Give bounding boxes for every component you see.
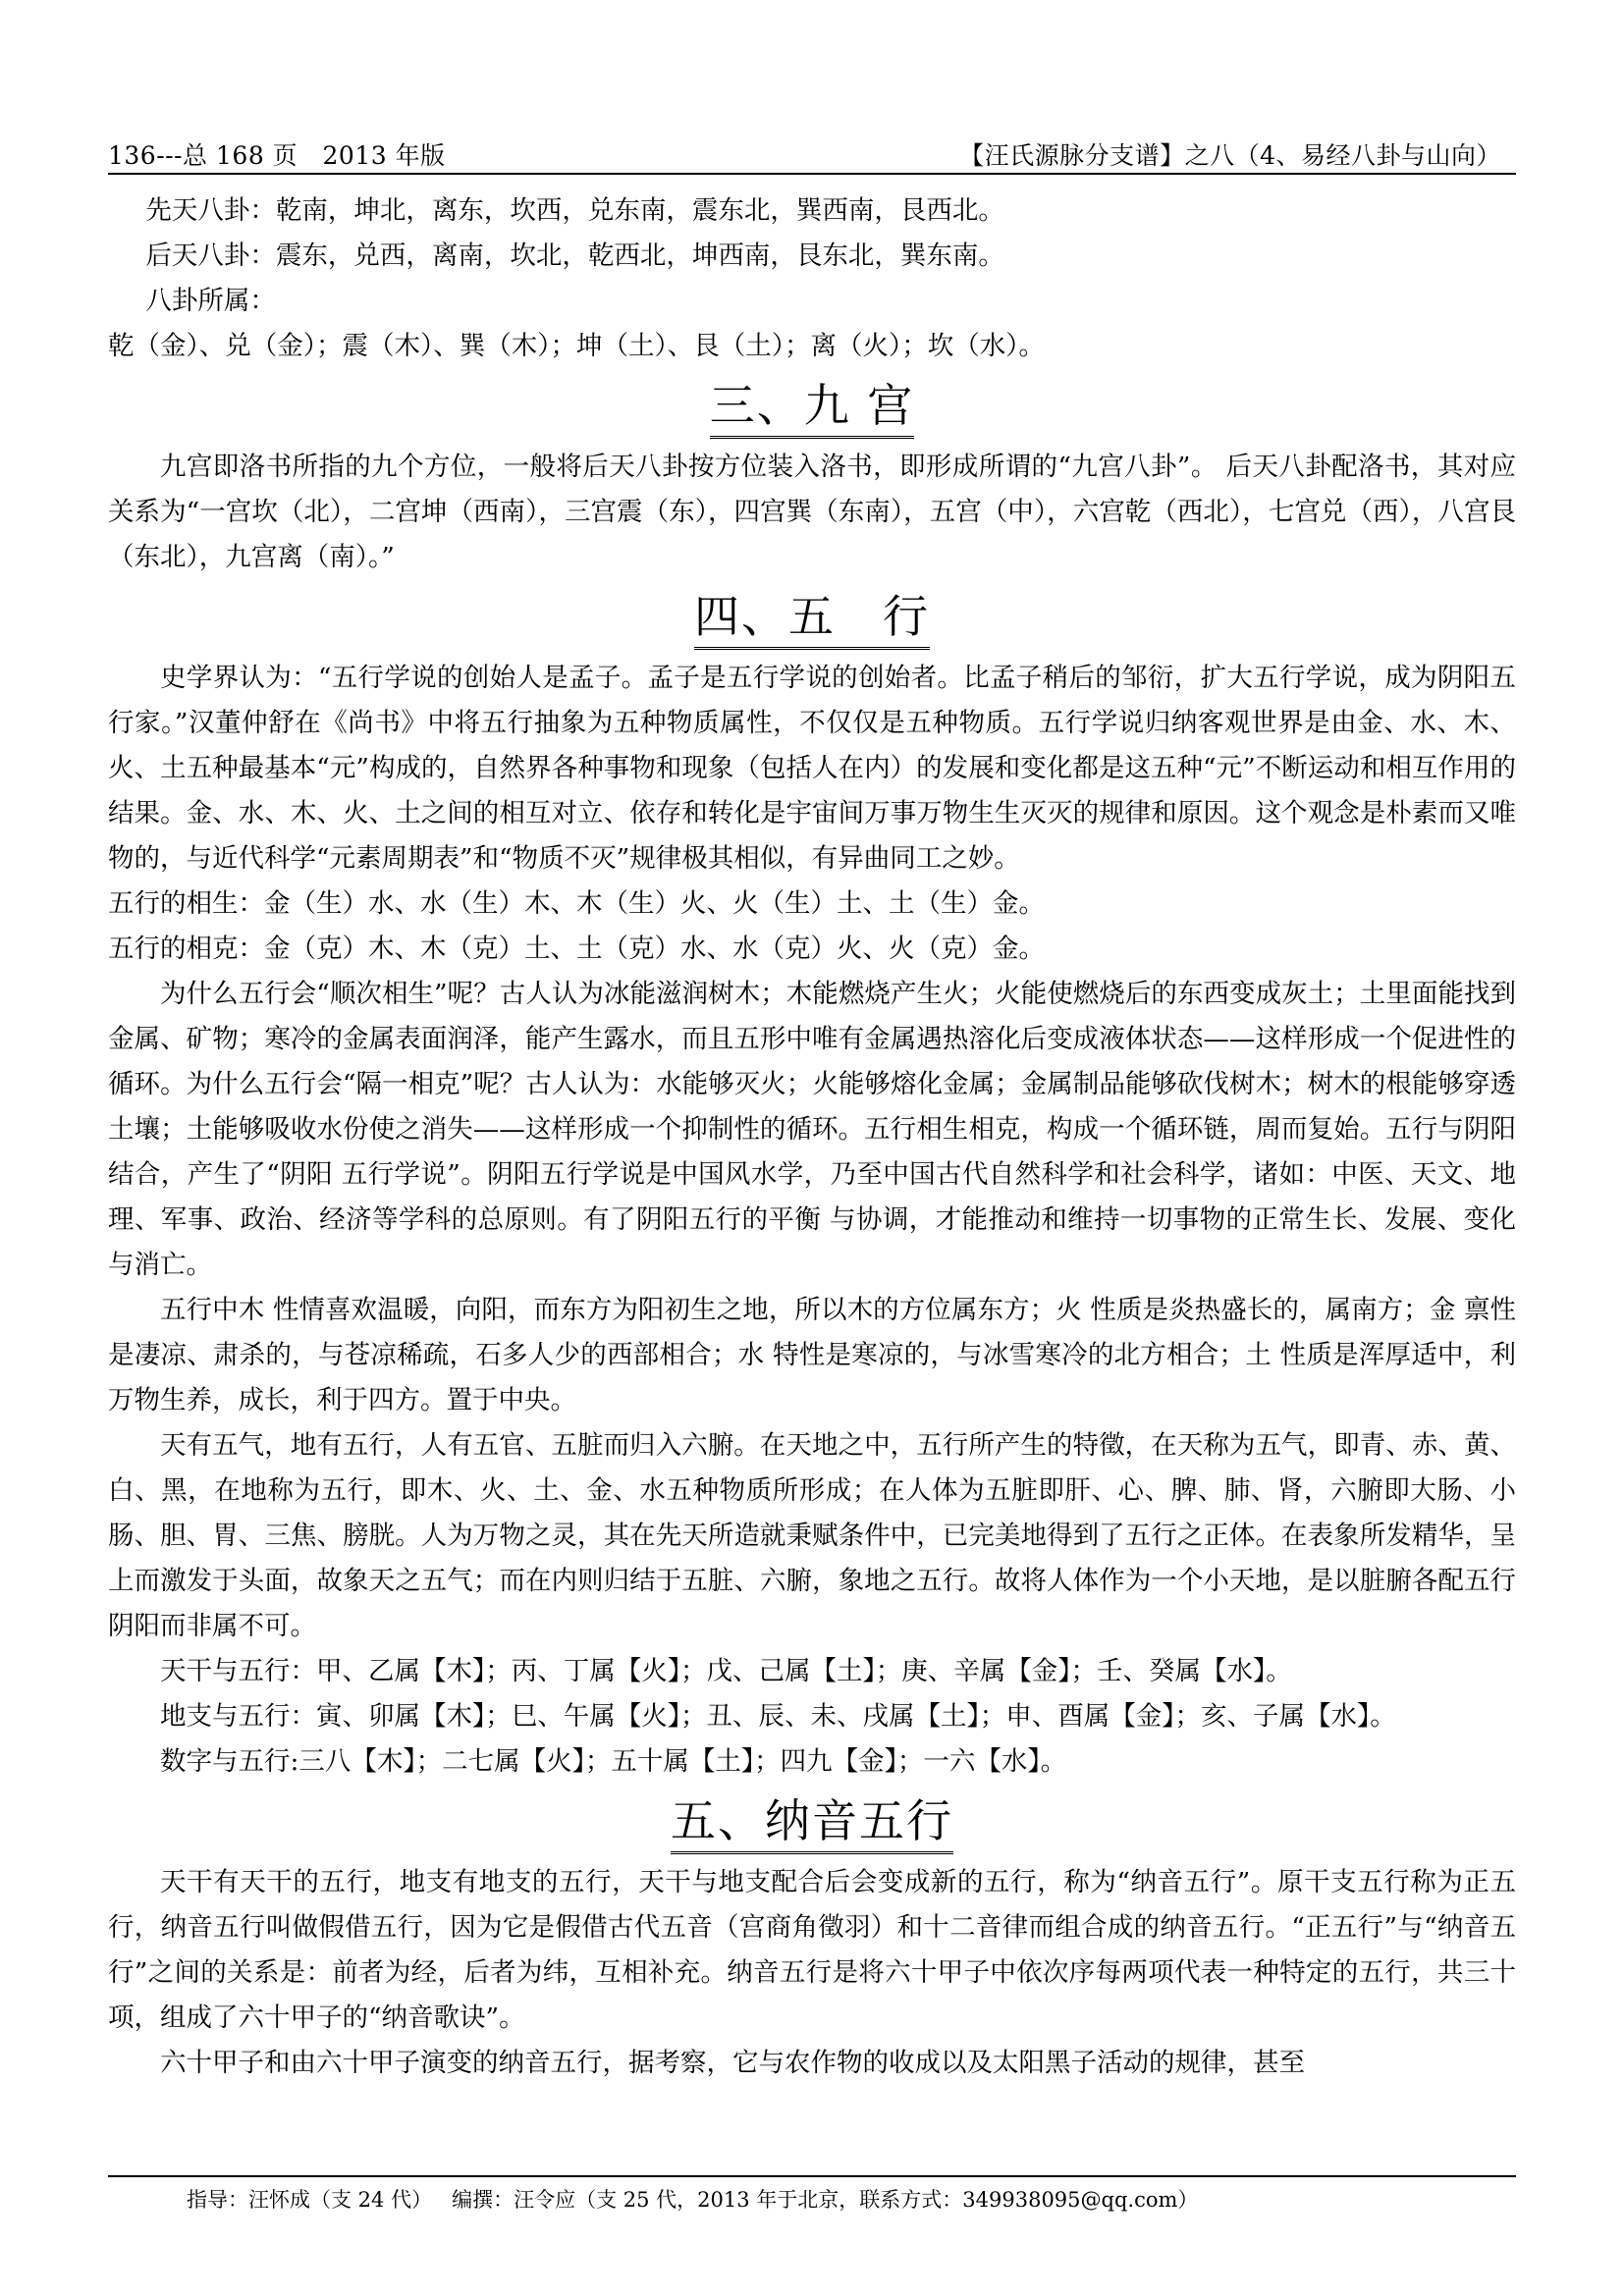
running-head-right: 【汪氏源脉分支谱】之八（4、易经八卦与山向） [959,140,1501,170]
paragraph-wuxing-2: 为什么五行会“顺次相生”呢？古人认为冰能滋润树木；木能燃烧产生火；火能使燃烧后的东西变成灰土；土里面能找到金属、矿物；寒冷的金属表面润泽，能产生露水，而且五形中唯有金属遇热溶化后变成液体状态——这样形成一个促进性的循环。为什么五行会“隔一相克”呢？古人认为：水能够灭火；火能够熔化金属；金属制品能够砍伐树木；树木的根能够穿透土壤；土能够吸收水份使之消失——这样形成一个抑制性的循环。五行相生相克，构成一个循环链，周而复始。五行与阴阳结合，产生了“阴阳 五行学说”。阴阳五行学说是中国风水学，乃至中国古代自然科学和社会科学，诸如：中医、天文、地理、军事、政治、经济等学科的总原则。有了阴阳五行的平衡 与协调，才能推动和维持一切事物的正常生长、发展、变化与消亡。 [108,979,1516,1280]
section-heading-wuxing-text: 四、五 行 [694,588,930,650]
section-heading-nayin-text: 五、纳音五行 [671,1792,953,1854]
header-rule [108,173,1516,175]
running-head [108,128,1516,169]
line-xiangke: 五行的相克：金（克）木、木（克）土、土（克）水、水（克）火、火（克）金。 [108,934,1045,964]
paragraph-nayin-2: 六十甲子和由六十甲子演变的纳音五行，据考察，它与农作物的收成以及太阳黑子活动的规律，甚至 [160,2048,1305,2078]
paragraph-wuxing-1: 史学界认为：“五行学说的创始人是孟子。孟子是五行学说的创始者。比孟子稍后的邹衍，扩大五行学说，成为阴阳五行家。”汉董仲舒在《尚书》中将五行抽象为五种物质属性，不仅仅是五种物质。五行学说归纳客观世界是由金、水、木、火、土五种最基本“元”构成的，自然界各种事物和现象（包括人在内）的发展和变化都是这五种“元”不断运动和相互作用的结果。金、水、木、火、土之间的相互对立、依存和转化是宇宙间万事万物生生灭灭的规律和原因。这个观念是朴素而又唯物的，与近代科学“元素周期表”和“物质不灭”规律极其相似，有异曲同工之妙。 [108,663,1516,874]
line-tiangan-wuxing: 天干与五行：甲、乙属【木】；丙、丁属【火】；戊、己属【土】；庚、辛属【金】；壬、癸属【水】。 [160,1656,1292,1686]
bagua-line-xiantian: 先天八卦：乾南，坤北，离东，坎西，兑东南，震东北，巽西南，艮西北。 [145,195,1004,226]
bagua-line-suoshu-label: 八卦所属： [145,286,276,316]
page-content [108,0,1516,2296]
paragraph-wuxing-3: 五行中木 性情喜欢温暖，向阳，而东方为阳初生之地，所以木的方位属东方；火 性质是炎热盛长的，属南方；金 禀性是凄凉、肃杀的，与苍凉稀疏，石多人少的西部相合；水 特性是寒凉的，与冰雪寒冷的北方相合；土 性质是浑厚适中，利万物生养，成长，利于四方。置于中央。 [108,1295,1516,1415]
section-heading-jiugong [108,377,1516,439]
paragraph-nayin-1: 天干有天干的五行，地支有地支的五行，天干与地支配合后会变成新的五行，称为“纳音五行”。原干支五行称为正五行，纳音五行叫做假借五行，因为它是假借古代五音（宫商角徵羽）和十二音律而组合成的纳音五行。“正五行”与“纳音五行”之间的关系是：前者为经，后者为纬，互相补充。纳音五行是将六十甲子中依次序每两项代表一种特定的五行，共三十项，组成了六十甲子的“纳音歌诀”。 [108,1867,1516,2033]
line-xiangsheng: 五行的相生：金（生）水、水（生）木、木（生）火、火（生）土、土（生）金。 [108,888,1045,919]
body-text [108,188,1516,2086]
footer-text: 指导：汪怀成（支 24 代） 编撰：汪令应（支 25 代，2013 年于北京，联系方式：349938095@qq.com） [187,2188,1199,2212]
section-heading-jiugong-text: 三、九 宫 [710,377,915,439]
running-head-left: 136---总 168 页 2013 年版 [108,140,446,170]
bagua-line-suoshu-values: 乾（金）、兑（金）；震（木）、巽（木）；坤（土）、艮（土）；离（火）；坎（水）。 [108,331,1045,361]
line-dizhi-wuxing: 地支与五行：寅、卯属【木】；巳、午属【火】；丑、辰、未、戌属【土】；申、酉属【金】；亥、子属【水】。 [160,1701,1396,1732]
bagua-line-houtian: 后天八卦：震东，兑西，离南，坎北，乾西北，坤西南，艮东北，巽东南。 [145,240,1004,271]
line-shuzi-wuxing: 数字与五行:三八【木】；二七属【火】；五十属【土】；四九【金】；一六【水】。 [160,1746,1067,1777]
paragraph-wuxing-4: 天有五气，地有五行，人有五官、五脏而归入六腑。在天地之中，五行所产生的特徵，在天称为五气，即青、赤、黄、白、黑，在地称为五行，即木、火、土、金、水五种物质所形成；在人体为五脏即肝、心、脾、肺、肾，六腑即大肠、小肠、胆、胃、三焦、膀胱。人为万物之灵，其在先天所造就秉赋条件中，已完美地得到了五行之正体。在表象所发精华，呈上而激发于头面，故象天之五气；而在内则归结于五脏、六腑，象地之五行。故将人体作为一个小天地，是以脏腑各配五行阴阳而非属不可。 [108,1430,1516,1641]
footer-rule [108,2175,1516,2177]
section-heading-wuxing [108,588,1516,650]
paragraph-jiugong: 九宫即洛书所指的九个方位，一般将后天八卦按方位装入洛书，即形成所谓的“九宫八卦”。 后天八卦配洛书，其对应关系为“一宫坎（北），二宫坤（西南），三宫震（东），四宫巽（东南），五宫（中），六宫乾（西北），七宫兑（西），八宫艮（东北），九宫离（南）。” [108,452,1516,572]
section-heading-nayin [108,1792,1516,1854]
